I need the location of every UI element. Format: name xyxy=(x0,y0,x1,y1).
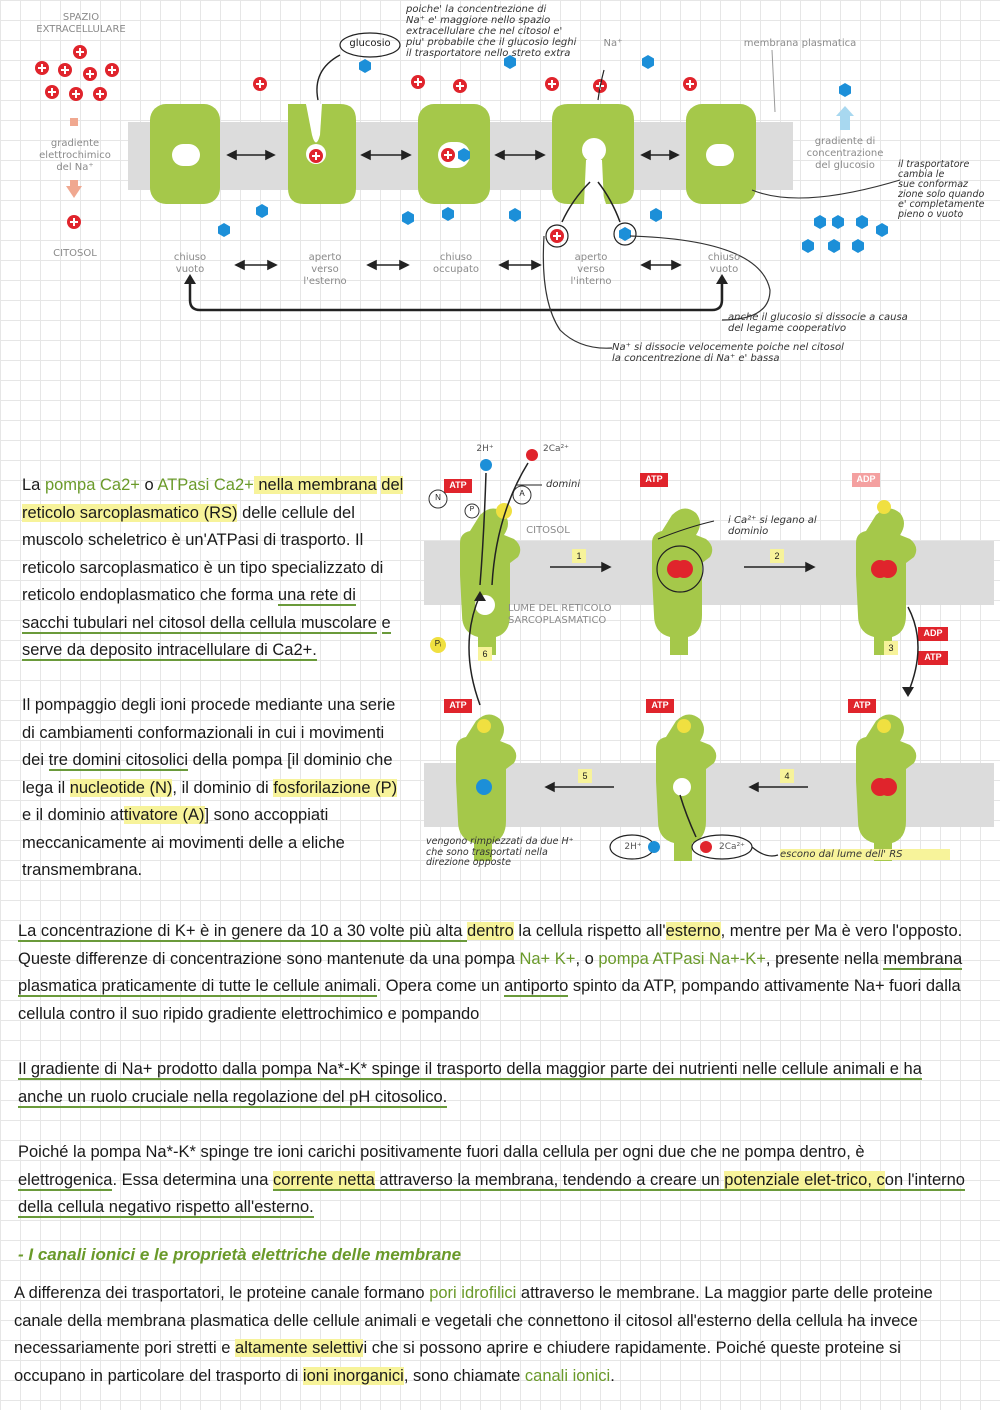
label-ca-bottom: 2Ca²⁺ xyxy=(719,842,745,852)
label-domini: domini xyxy=(546,479,581,490)
calcium-pump-diagram xyxy=(418,435,1000,885)
p3-term-na-k: Na+ K+ xyxy=(519,949,576,968)
label-membrane: membrana plasmatica xyxy=(743,38,857,49)
p3-underline: La concentrazione di K+ è in genere da 10 a 30 volte più alta xyxy=(18,922,468,940)
note-replaced: vengono rimpiezzati da due H⁺ che sono trasportati nella direzione opposte xyxy=(426,836,574,868)
p2-highlight-n: nucleotide (N) xyxy=(69,778,173,797)
p2-text: e il dominio at xyxy=(22,806,124,824)
atp-label-4: ATP xyxy=(449,700,467,710)
p2-text: , il dominio di xyxy=(172,778,274,797)
p1-text: La xyxy=(22,476,45,494)
p3-text: spinto da ATP, pompando attivamente Na+ fuori dalla cellula contro il suo ripido gradiente elettrochimico e pompando xyxy=(18,977,961,1023)
atp-label-1: ATP xyxy=(449,480,467,490)
p2-text: ] sono accoppiati meccanicamente ai movimenti delle a eliche transmembrana. xyxy=(22,806,345,879)
p6-text: attraverso le membrane. La maggior parte delle proteine canale della membrana plasmatica delle cellule animali e vegetali che connettono il citosol all'esterno della cellula ha invece necessariamente pori stretti e xyxy=(14,1284,933,1357)
transporter-state-1 xyxy=(150,104,220,204)
p1-text: o xyxy=(139,476,158,494)
transporter-state-4 xyxy=(552,104,634,204)
p1-highlight-rs: del reticolo sarcoplasmatico (RS) xyxy=(22,476,404,522)
p5-text: . Essa determina una xyxy=(112,1170,273,1189)
adp-label-1: ADP xyxy=(856,474,876,484)
p3-text: la cellula rispetto all' xyxy=(513,922,666,940)
p1-highlight: nella membrana xyxy=(253,476,377,494)
p3-highlight-dentro: dentro xyxy=(467,922,514,940)
state-label-2: aperto verso l'esterno xyxy=(303,252,347,287)
atp-label-6: ATP xyxy=(853,700,871,710)
transporter-state-2 xyxy=(288,104,356,204)
p2-highlight-p: fosforilazione (P) xyxy=(273,778,398,797)
label-extracellular: SPAZIO EXTRACELLULARE xyxy=(36,12,126,35)
note-exit: escono dal lume dell' RS xyxy=(780,849,950,860)
p6-term-pori: pori idrofilici xyxy=(429,1284,517,1302)
p3-text: , presente nella xyxy=(765,949,884,968)
paragraph-na-k-pump xyxy=(18,918,968,1028)
label-ca-bind: i Ca²⁺ si legano al dominio xyxy=(728,515,817,537)
state-label-5: chiuso vuoto xyxy=(707,252,741,275)
label-glucose-gradient: gradiente di concentrazione del glucosio xyxy=(806,136,884,171)
p2-text: Il pompaggio degli ioni procede mediante una serie di cambiamenti conformazionali in cui i movimenti dei xyxy=(22,696,396,769)
p5-text: Poiché la pompa Na*-K* spinge tre ioni carichi positivamente fuori dalla cellula per ogni due che ne pompa dentro, è xyxy=(18,1143,865,1161)
p3-underline-antiporto: antiporto xyxy=(504,977,569,995)
p3-highlight-esterno: esterno xyxy=(665,922,721,940)
transporter-state-5 xyxy=(686,104,756,204)
label-h-top: 2H⁺ xyxy=(476,444,494,454)
label-citosol-2: CITOSOL xyxy=(526,525,570,536)
label-lume: LUME DEL RETICOLO SARCOPLASMATICO xyxy=(508,603,612,626)
p1-underline: una rete di xyxy=(277,586,356,604)
p2-underline-domains: tre domini citosolici xyxy=(48,751,188,769)
p6-highlight-selettivi: altamente selettiv xyxy=(235,1339,364,1357)
adp-label-2: ADP xyxy=(923,628,943,638)
p3-text: . Opera come un xyxy=(376,977,505,995)
p1-term-atpase: ATPasi Ca2+ xyxy=(157,476,254,494)
state-label-4: aperto verso l'interno xyxy=(570,252,612,287)
membrane-bottom-row xyxy=(424,763,994,827)
atp-label-3: ATP xyxy=(924,652,942,662)
p5-underline: on l'interno della cellula negativo rispetto all'esterno. xyxy=(18,1170,965,1216)
step-1: 1 xyxy=(572,549,586,563)
note-top: poiche' la concentrezione di Na⁺ e' maggiore nello spazio extracellulare che nel citosol e' piu' probabile che il glucosio leghi il trasportatore nello streto extra xyxy=(406,4,577,59)
note-glucose-dissociate: anche il glucosio si dissocie a causa del legame cooperativo xyxy=(728,312,908,334)
paragraph-pumping xyxy=(22,692,407,885)
p3-term-atpase: pompa ATPasi Na+-K+ xyxy=(598,949,766,968)
transporter-state-3 xyxy=(418,104,490,204)
p6-term-canali: canali ionici xyxy=(524,1366,611,1385)
p4-underline: Il gradiente di Na+ prodotto dalla pompa Na*-K* spinge il trasporto della maggior parte dei nutrienti nelle cellule animali e ha anche un ruolo cruciale nella regolazione del pH citosolico. xyxy=(18,1060,922,1106)
domain-p-label: P xyxy=(469,506,475,513)
label-citosol: CITOSOL xyxy=(53,248,97,259)
p1-underline-deposito: e serve da deposito intracellulare di Ca2+. xyxy=(22,613,391,659)
atp-label-2: ATP xyxy=(645,474,663,484)
p2-highlight-a: tivatore (A) xyxy=(123,806,205,824)
p6-text: , sono chiamate xyxy=(403,1366,525,1385)
symporter-diagram xyxy=(0,0,1000,380)
p6-text: A differenza dei trasportatori, le proteine canale formano xyxy=(14,1284,430,1302)
calcium-pump-drawing xyxy=(418,435,1000,885)
p5-underline-elettrogenica: elettrogenica xyxy=(18,1170,113,1189)
section-title-ion-channels: - I canali ionici e le proprietà elettriche delle membrane xyxy=(18,1245,462,1264)
state-label-3: chiuso occupato xyxy=(433,252,479,275)
p6-text: . xyxy=(610,1366,615,1385)
p1-term-pump: pompa Ca2+ xyxy=(44,476,140,494)
p5-highlight-corrente: corrente netta xyxy=(273,1170,375,1189)
domain-n-label: N xyxy=(435,493,441,502)
label-na: Na⁺ xyxy=(603,38,623,49)
paragraph-calcium-pump xyxy=(22,472,407,665)
step-5: 5 xyxy=(578,769,592,783)
p5-highlight-potenziale: potenziale elet-trico, c xyxy=(724,1170,885,1189)
state-label-1: chiuso vuoto xyxy=(173,252,207,275)
p3-text: , o xyxy=(575,949,599,968)
step-2: 2 xyxy=(770,549,784,563)
atp-label-5: ATP xyxy=(651,700,669,710)
label-ca-top: 2Ca²⁺ xyxy=(543,444,569,454)
p5-underline: attraverso la membrana, tendendo a creare un xyxy=(374,1170,725,1189)
p3-text: , mentre per Ma è vero l'opposto. Queste differenze di concentrazione sono mantenute da una pompa xyxy=(18,922,963,968)
note-na-dissociate: Na⁺ si dissocie velocemente poiche nel citosol la concentrezione di Na⁺ e' bassa xyxy=(612,342,844,364)
note-right: il trasportatore cambia le sue conformaz zione solo quando e' completamente pieno o vuoto xyxy=(898,159,985,220)
p6-highlight-ioni: ioni inorganici xyxy=(302,1366,404,1385)
p3-underline-membrana: membrana plasmatica praticamente di tutte le cellule animali xyxy=(18,949,963,995)
step-3: 3 xyxy=(884,641,898,655)
paragraph-na-gradient xyxy=(18,1056,968,1111)
label-glucose: glucosio xyxy=(349,38,391,49)
step-4: 4 xyxy=(780,769,794,783)
p1-underline-sacchi: sacchi tubulari nel citosol della cellula muscolare xyxy=(22,613,377,632)
p6-text: i che si possono aprire e chiudere rapidamente. Poiché queste proteine si occupano in particolare del trasporto di xyxy=(14,1339,901,1385)
p1-text: delle cellule del muscolo scheletrico è un'ATPasi di trasporto. Il reticolo sarcoplasmatico è un tipo specializzato di reticolo endoplasmatico che forma xyxy=(22,503,384,604)
p2-text: della pompa [il dominio che lega il xyxy=(22,751,393,797)
label-h-bottom: 2H⁺ xyxy=(624,842,642,852)
domain-a-label: A xyxy=(519,489,525,498)
label-na-gradient: gradiente elettrochimico del Na⁺ xyxy=(39,138,111,173)
paragraph-electrogenic xyxy=(18,1139,968,1222)
phosphate-pi-label: Pᵢ xyxy=(434,639,442,648)
step-6: 6 xyxy=(478,647,492,661)
paragraph-ion-channels xyxy=(14,1280,974,1390)
